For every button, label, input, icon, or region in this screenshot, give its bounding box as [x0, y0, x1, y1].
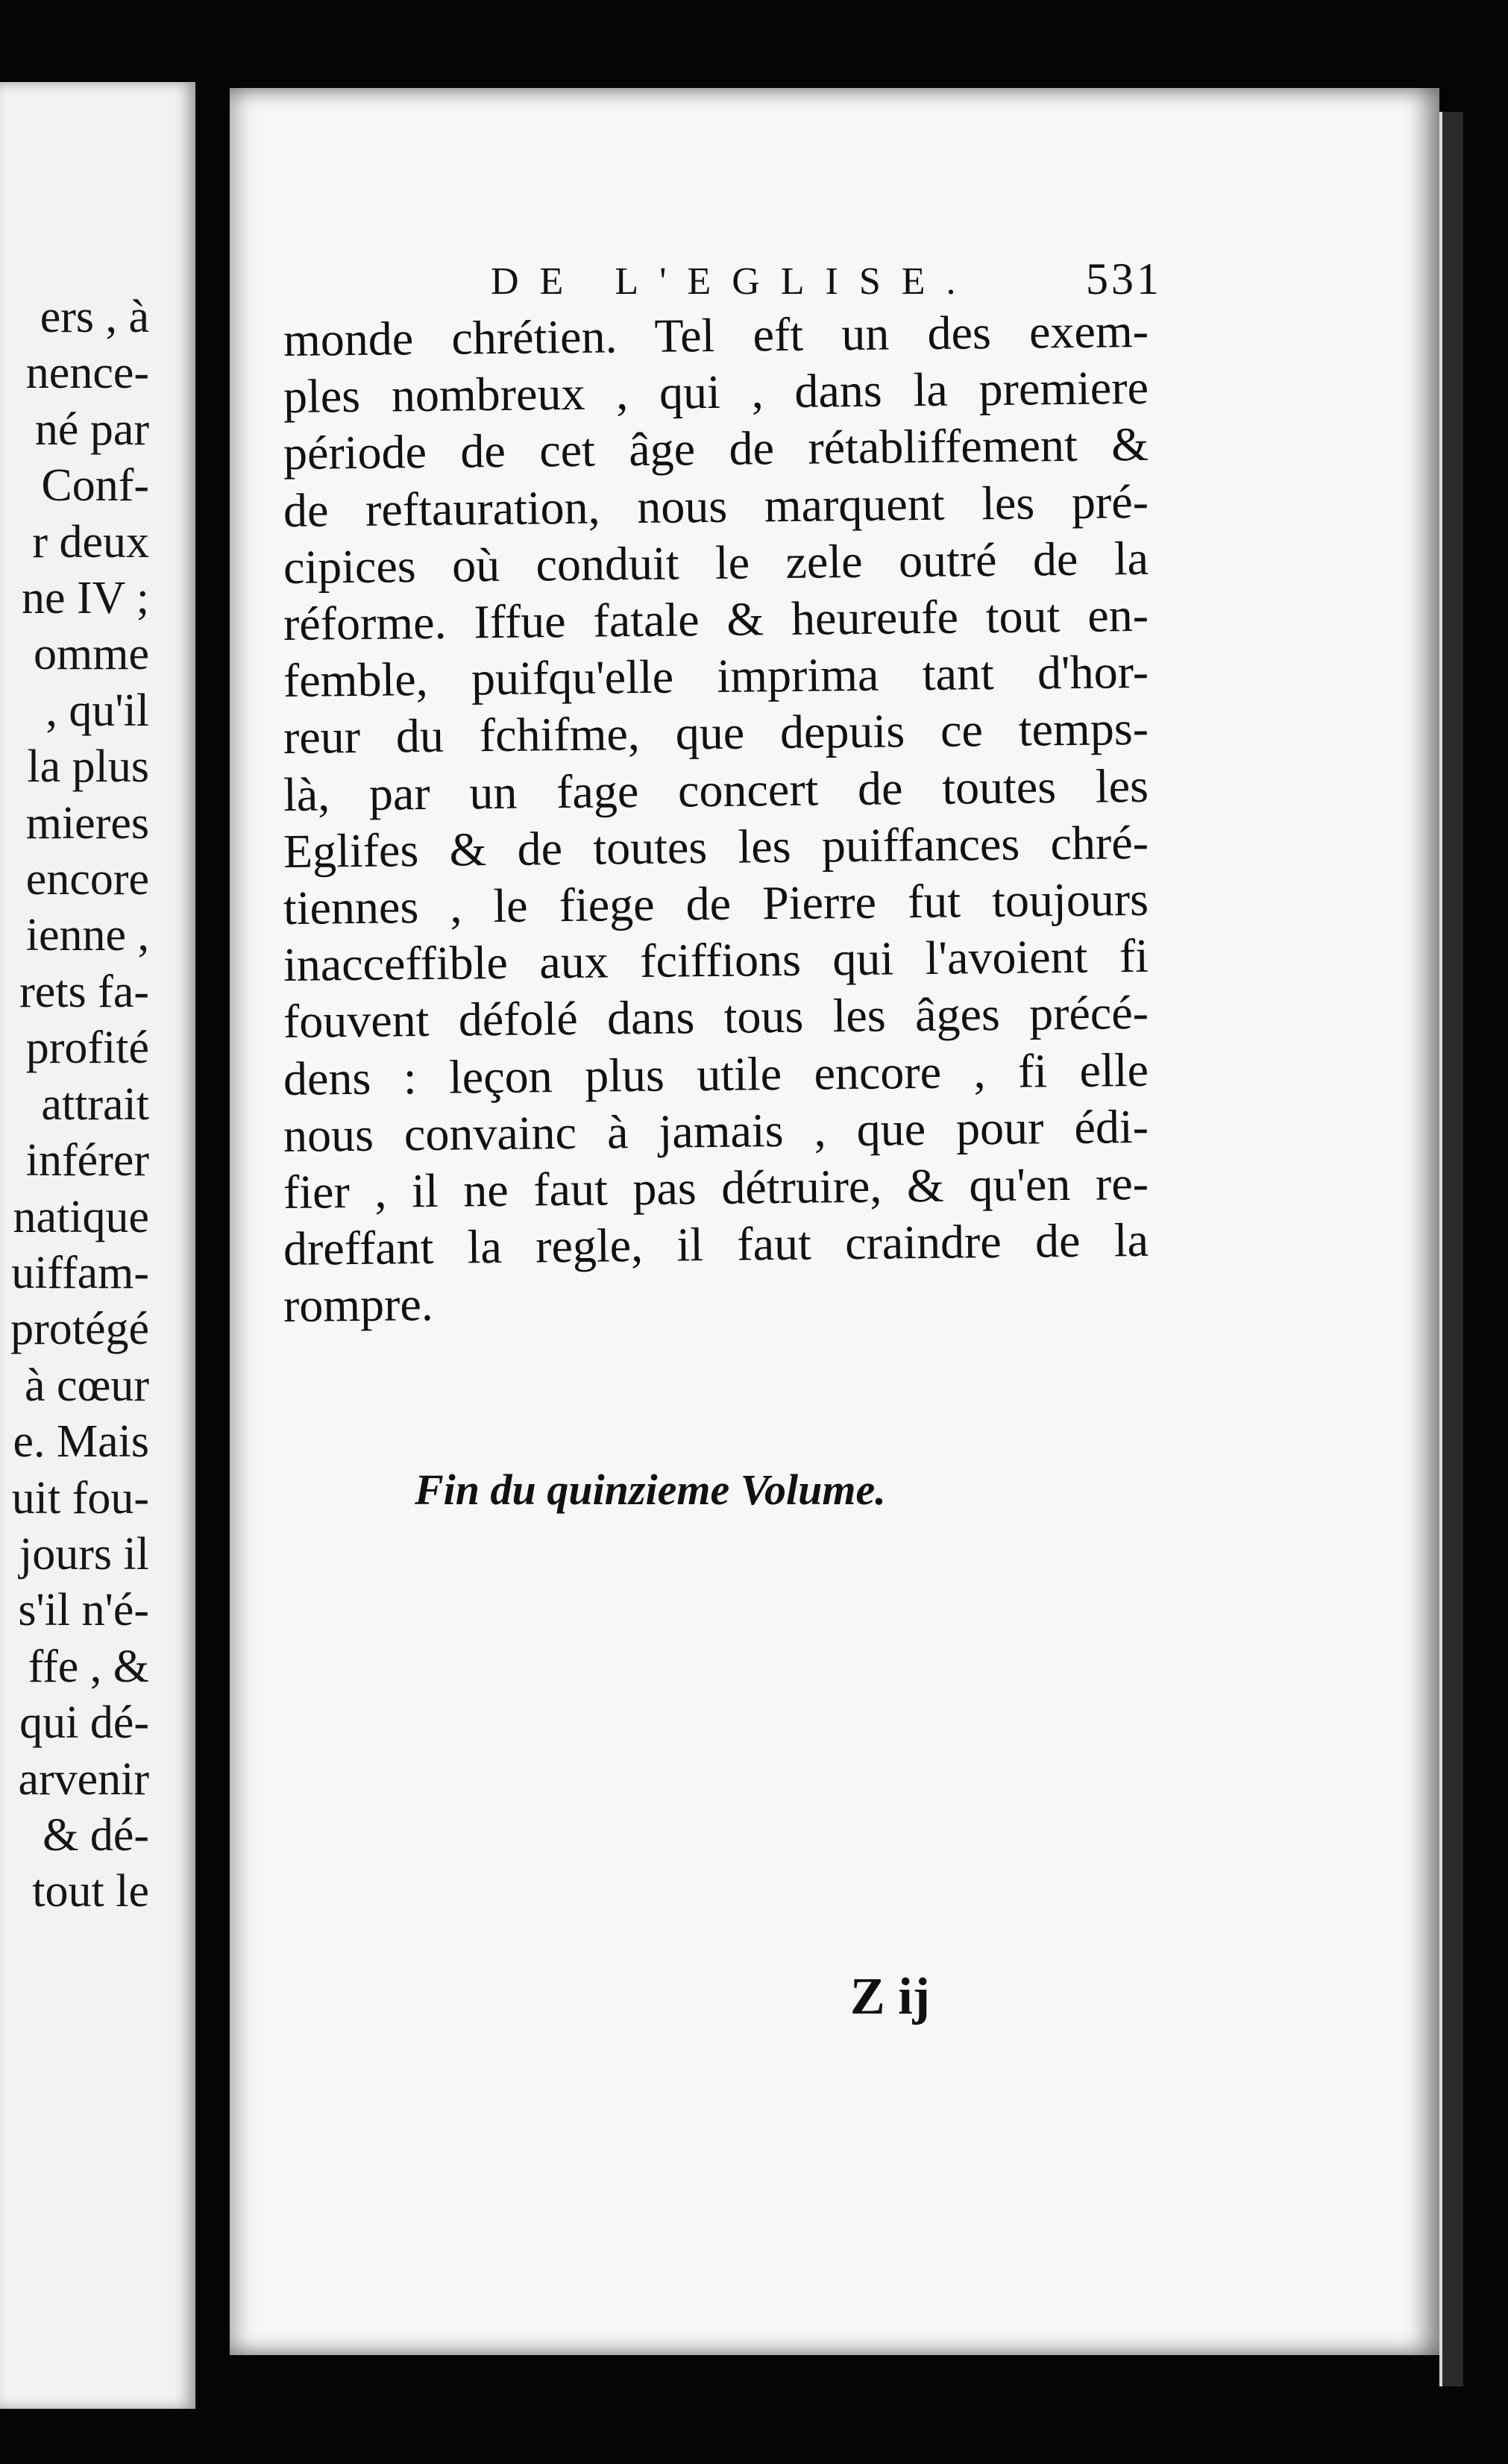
left-text-line: tout le — [32, 1866, 149, 1917]
text-line: de reftauration, nous marquent les pré- — [283, 474, 1149, 537]
left-text-line: uiffam- — [11, 1247, 149, 1298]
left-text-line: r deux — [32, 516, 149, 568]
left-text-line: omme — [34, 629, 149, 680]
left-text-line: qui dé- — [19, 1697, 149, 1749]
left-text-line: arvenir — [18, 1753, 149, 1805]
text-line: cipices où conduit le zele outré de la — [283, 531, 1149, 594]
left-page-fragment — [0, 82, 195, 2409]
left-text-line: Conf- — [41, 460, 149, 512]
text-line: reur du fchifme, que depuis ce temps- — [283, 702, 1149, 764]
text-line: Eglifes & de toutes les puiffances chré- — [283, 815, 1149, 878]
text-line: réforme. Iffue fatale & heureufe tout en- — [283, 588, 1149, 651]
text-line: fier , il ne faut pas détruire, & qu'en re- — [283, 1156, 1149, 1219]
body-text — [283, 304, 1149, 1335]
text-line: rompre. — [283, 1277, 434, 1333]
left-page-text — [0, 289, 149, 1920]
page-edge — [1439, 112, 1463, 2386]
colophon: Fin du quinzieme Volume. — [415, 1465, 886, 1514]
left-text-line: né par — [34, 403, 149, 455]
text-line: ples nombreux , qui , dans la premiere — [283, 361, 1149, 424]
left-text-line: rets fa- — [19, 966, 149, 1017]
left-text-line: encore — [25, 854, 149, 905]
page-number: 531 — [1086, 254, 1162, 304]
left-text-line: s'il n'é- — [18, 1585, 149, 1636]
text-line: dens : leçon plus utile encore , fi elle — [283, 1043, 1149, 1105]
text-line: nous convainc à jamais , que pour édi- — [283, 1099, 1149, 1162]
text-line: là, par un fage concert de toutes les — [283, 758, 1149, 821]
text-line: inacceffible aux fciffions qui l'avoient fi — [283, 929, 1149, 992]
left-text-line: e. Mais — [13, 1416, 149, 1468]
left-text-line: ne IV ; — [21, 573, 149, 624]
running-head — [491, 254, 1162, 305]
left-text-line: jours il — [19, 1528, 149, 1580]
left-text-line: ffe , & — [28, 1641, 149, 1692]
left-text-line: à cœur — [25, 1360, 149, 1411]
text-line: dreffant la regle, il faut craindre de la — [283, 1213, 1149, 1276]
left-text-line: mieres — [25, 797, 149, 849]
text-line: monde chrétien. Tel eft un des exem- — [283, 304, 1149, 366]
left-text-line: protégé — [10, 1304, 149, 1355]
left-text-line: nence- — [25, 348, 149, 399]
left-text-line: ers , à — [40, 292, 149, 342]
left-text-line: la plus — [27, 741, 149, 793]
left-text-line: natique — [13, 1191, 149, 1242]
left-text-line: profité — [25, 1022, 149, 1074]
left-text-line: inférer — [25, 1135, 149, 1187]
left-text-line: ienne , — [25, 910, 149, 961]
left-text-line: , qu'il — [45, 685, 149, 736]
signature-mark: Z ij — [850, 1968, 930, 2025]
show-through — [1178, 418, 1417, 1909]
left-text-line: & dé- — [43, 1809, 149, 1861]
left-text-line: attrait — [41, 1078, 149, 1130]
text-line: femble, puifqu'elle imprima tant d'hor- — [283, 645, 1149, 708]
text-line: fouvent défolé dans tous les âges précé- — [283, 986, 1149, 1049]
running-head-title: DE L'EGLISE. — [491, 260, 977, 303]
text-line: période de cet âge de rétabliffement & — [283, 418, 1149, 480]
left-text-line: uit fou- — [11, 1472, 149, 1524]
text-line: tiennes , le fiege de Pierre fut toujours — [283, 872, 1149, 935]
